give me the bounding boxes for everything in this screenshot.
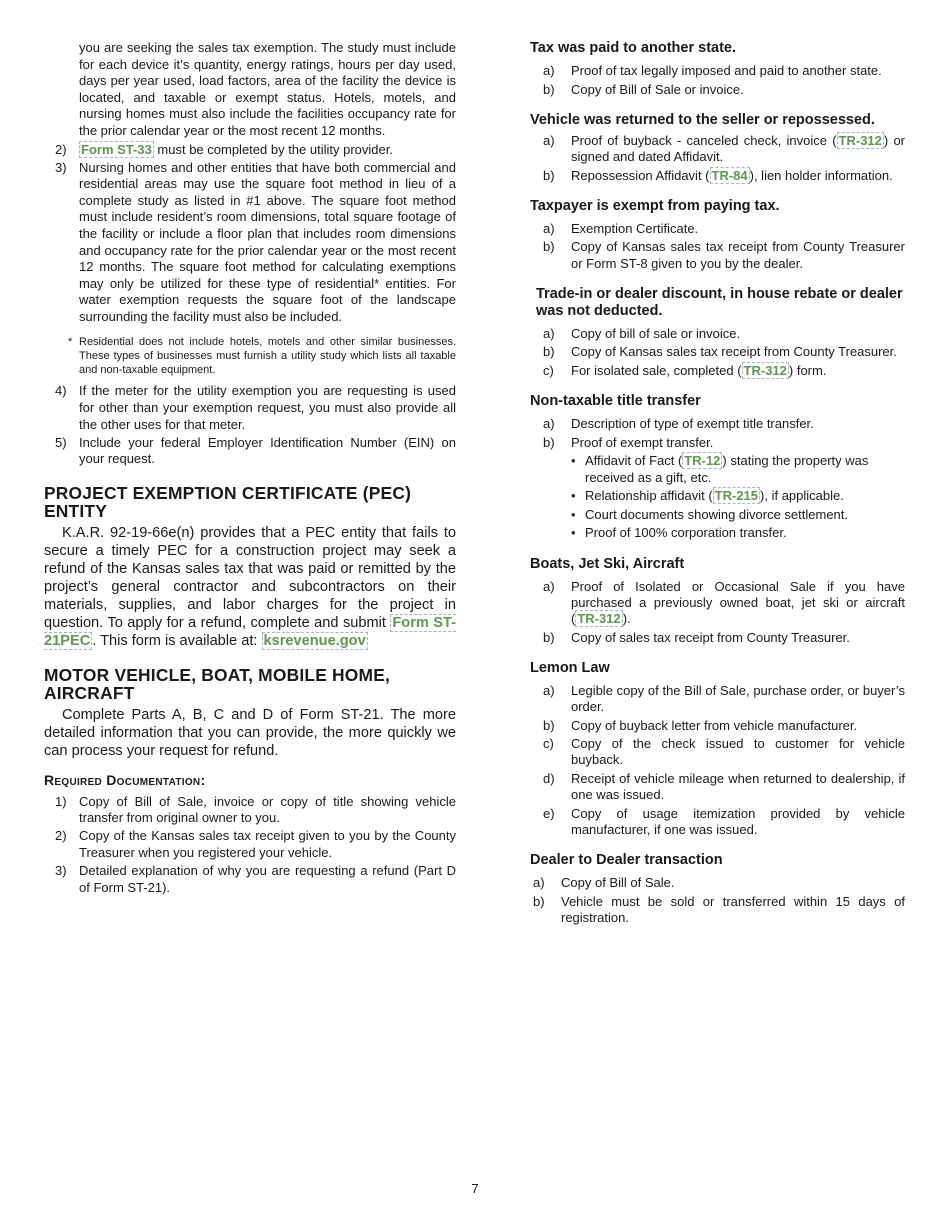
section-tax-paid-another-state bbox=[530, 40, 905, 98]
required-documentation-heading: Required Documentation: bbox=[44, 771, 206, 788]
list-marker: e) bbox=[543, 805, 555, 821]
section-title: Dealer to Dealer transaction bbox=[530, 852, 723, 869]
list-item bbox=[44, 435, 456, 468]
item-text: Proof of tax legally imposed and paid to another state. bbox=[571, 63, 882, 78]
item-text: Proof of buyback - canceled check, invoice ( bbox=[571, 132, 837, 148]
section-lemon-law bbox=[530, 660, 905, 838]
tr-12-link[interactable]: TR-12 bbox=[684, 453, 721, 469]
bullet-marker: • bbox=[571, 506, 576, 522]
list-marker: 1) bbox=[55, 793, 67, 809]
list-marker: a) bbox=[533, 875, 545, 891]
list-item bbox=[530, 416, 905, 432]
list-item bbox=[530, 168, 905, 184]
list-marker: a) bbox=[543, 682, 555, 698]
list-marker: 3) bbox=[55, 159, 67, 175]
list-item bbox=[530, 453, 905, 485]
list-marker: a) bbox=[543, 220, 555, 236]
sublist bbox=[530, 875, 905, 926]
item-text: ), if applicable. bbox=[760, 488, 844, 504]
tr-312-link[interactable]: TR-312 bbox=[577, 610, 621, 626]
item-text: Court documents showing divorce settlement. bbox=[585, 506, 849, 522]
list-marker: a) bbox=[543, 325, 555, 341]
item-text: Proof of exempt transfer. bbox=[571, 434, 714, 450]
item-text: Copy of Kansas sales tax receipt from County Treasurer. bbox=[571, 344, 897, 360]
section-title: Non-taxable title transfer bbox=[530, 393, 701, 410]
section-trade-in bbox=[530, 286, 905, 379]
sublist bbox=[530, 416, 905, 451]
list-item bbox=[530, 326, 905, 342]
list-marker: b) bbox=[543, 239, 555, 255]
list-marker: b) bbox=[543, 167, 555, 183]
list-marker: a) bbox=[543, 132, 555, 148]
motor-vehicle-paragraph: Complete Parts A, B, C and D of Form ST-21. The more detailed information that you can provide, the more quickly we can process your request for refund. bbox=[44, 706, 456, 759]
item-text: ), lien holder information. bbox=[749, 167, 893, 183]
item-text: Legible copy of the Bill of Sale, purchase order, or buyer’s order. bbox=[571, 682, 905, 714]
section-non-taxable-transfer bbox=[530, 393, 905, 541]
list-item bbox=[44, 383, 456, 433]
list-marker: b) bbox=[543, 717, 555, 733]
item-text: Copy of usage itemization provided by vehicle manufacturer, if one was issued. bbox=[571, 805, 905, 837]
section-taxpayer-exempt bbox=[530, 198, 905, 272]
residential-footnote bbox=[44, 335, 456, 377]
item-text: Copy of Bill of Sale or invoice. bbox=[571, 81, 744, 97]
utility-requirements-list-cont bbox=[44, 383, 456, 467]
list-item bbox=[530, 363, 905, 379]
item-text: Proof of Isolated or Occasional Sale if you have purchased a previously owned boat, jet ski or aircraft ( bbox=[571, 578, 905, 626]
item-text: For isolated sale, completed ( bbox=[571, 362, 742, 378]
list-marker: 2) bbox=[55, 828, 67, 844]
list-item bbox=[530, 63, 905, 79]
list-marker: b) bbox=[533, 893, 545, 909]
list-item bbox=[530, 239, 905, 271]
list-marker: 5) bbox=[55, 434, 67, 450]
tr-84-link[interactable]: TR-84 bbox=[711, 167, 748, 183]
list-marker: b) bbox=[543, 81, 555, 97]
item-text: Copy of the Kansas sales tax receipt given to you by the County Treasurer when you registered your vehicle. bbox=[79, 828, 456, 861]
item-text: Copy of buyback letter from vehicle manufacturer. bbox=[571, 717, 858, 733]
bullet-marker: • bbox=[571, 488, 576, 504]
list-item bbox=[530, 82, 905, 98]
tr-215-link[interactable]: TR-215 bbox=[714, 488, 759, 504]
pec-paragraph bbox=[44, 524, 456, 650]
sublist bbox=[530, 579, 905, 646]
list-marker: 3) bbox=[55, 863, 67, 878]
list-item bbox=[530, 488, 905, 504]
list-marker: a) bbox=[543, 416, 555, 432]
footnote-text: Residential does not include hotels, motels and other similar businesses. These types of businesses must furnish a utility study which lists all taxable and non-taxable equipment. bbox=[79, 336, 456, 377]
list-marker: b) bbox=[543, 344, 555, 360]
required-documentation-list bbox=[44, 794, 456, 896]
section-title: Trade-in or dealer discount, in house rebate or dealer was not deducted. bbox=[536, 285, 903, 319]
section-title: Lemon Law bbox=[530, 659, 610, 676]
item-text: Copy of Kansas sales tax receipt from County Treasurer or Form ST-8 given to you by the dealer. bbox=[571, 239, 905, 271]
item-text: ). bbox=[622, 610, 631, 626]
list-item bbox=[44, 160, 456, 326]
list-item bbox=[530, 525, 905, 541]
section-boats-jetski-aircraft bbox=[530, 556, 905, 646]
section-title: Vehicle was returned to the seller or repossessed. bbox=[530, 111, 875, 128]
list-item bbox=[44, 142, 456, 159]
list-item bbox=[44, 863, 456, 896]
list-item bbox=[530, 630, 905, 646]
sublist bbox=[530, 221, 905, 272]
item-text: Exemption Certificate. bbox=[571, 220, 699, 236]
sublist bbox=[530, 326, 905, 379]
item-text: Include your federal Employer Identification Number (EIN) on your request. bbox=[79, 434, 456, 467]
item-text: Description of type of exempt title transfer. bbox=[571, 416, 814, 432]
list-item bbox=[530, 683, 905, 715]
item-text: must be completed by the utility provider. bbox=[153, 141, 393, 157]
list-item bbox=[530, 221, 905, 237]
pec-text-2: . This form is available at: bbox=[92, 632, 262, 649]
list-marker: b) bbox=[543, 434, 555, 450]
form-st-33-link[interactable]: Form ST-33 bbox=[81, 141, 152, 157]
footnote-marker: * bbox=[68, 336, 73, 349]
item-text: Proof of 100% corporation transfer. bbox=[585, 525, 787, 541]
list-item bbox=[530, 507, 905, 523]
list-item bbox=[530, 133, 905, 165]
list-item bbox=[530, 875, 905, 891]
item-text: ) or signed and dated Affidavit. bbox=[571, 132, 906, 164]
proof-bullets bbox=[530, 453, 905, 541]
item-text: Copy of Bill of Sale. bbox=[561, 875, 675, 891]
item-text: Copy of the check issued to customer for vehicle buyback. bbox=[571, 736, 905, 768]
list-item bbox=[530, 806, 905, 838]
item-text: Receipt of vehicle mileage when returned to dealership, if one was issued. bbox=[571, 770, 905, 803]
list-item bbox=[530, 435, 905, 451]
section-title: Tax was paid to another state. bbox=[530, 40, 737, 56]
item-text: Vehicle must be sold or transferred within 15 days of registration. bbox=[561, 893, 905, 925]
sublist bbox=[530, 63, 905, 98]
sublist bbox=[530, 133, 905, 184]
section-vehicle-returned bbox=[530, 112, 905, 184]
left-column bbox=[44, 40, 456, 898]
item-text: Relationship affidavit ( bbox=[585, 488, 713, 504]
list-marker: 4) bbox=[55, 383, 67, 399]
motor-vehicle-heading: MOTOR VEHICLE, BOAT, MOBILE HOME, AIRCRAFT bbox=[44, 664, 391, 703]
section-title: Taxpayer is exempt from paying tax. bbox=[530, 197, 780, 214]
pec-heading: PROJECT EXEMPTION CERTIFICATE (PEC) ENTITY bbox=[44, 482, 412, 521]
list-item bbox=[530, 736, 905, 768]
list-item bbox=[44, 828, 456, 861]
item-text: Repossession Affidavit ( bbox=[571, 167, 710, 183]
list-item bbox=[530, 894, 905, 926]
list-marker: a) bbox=[543, 63, 555, 78]
list-item bbox=[530, 344, 905, 360]
bullet-marker: • bbox=[571, 453, 576, 469]
list-item bbox=[530, 718, 905, 734]
list-marker: d) bbox=[543, 770, 555, 786]
item-text: Nursing homes and other entities that have both commercial and residential areas may use the square foot method in lieu of a complete study as listed in #1 above. The square foot method must include resident’s room dimensions, total square footage of the facility or include a floor plan that includes room dimensions and occupancy rate for the prior calendar year or the most recent 12 months. The square foot method for calculating exemptions may only be utilized for these type of residential* entities. For water exemption requests the square foot of the landscape surrounding the facility must also be included. bbox=[79, 159, 456, 324]
item-text: Affidavit of Fact ( bbox=[585, 453, 683, 469]
list-item bbox=[530, 579, 905, 628]
item-text: Copy of Bill of Sale, invoice or copy of title showing vehicle transfer from original owner to you. bbox=[79, 793, 456, 826]
utility-study-continuation: you are seeking the sales tax exemption. The study must include for each device it’s quantity, energy ratings, hours per day used, days per year used, load factors, area of the facility the device is located, and taxable or exempt status. Hotels, motels, and nursing homes must also include the facilities occupancy rate for the prior calendar year or the most recent 12 months. bbox=[79, 40, 456, 138]
list-item bbox=[44, 794, 456, 827]
item-text: Detailed explanation of why you are requesting a refund (Part D of Form ST-21). bbox=[79, 863, 456, 895]
form-st-21pec-link[interactable]: Form ST-21PEC bbox=[44, 614, 457, 649]
bullet-marker: • bbox=[571, 525, 576, 541]
list-marker: b) bbox=[543, 629, 555, 645]
item-text: Copy of sales tax receipt from County Treasurer. bbox=[571, 629, 850, 645]
tr-312-link[interactable]: TR-312 bbox=[838, 132, 882, 148]
section-title: Boats, Jet Ski, Aircraft bbox=[530, 555, 685, 572]
sublist bbox=[530, 683, 905, 838]
list-item bbox=[530, 771, 905, 803]
list-marker: c) bbox=[543, 362, 554, 378]
list-marker: 2) bbox=[55, 141, 67, 157]
right-column bbox=[530, 40, 905, 940]
utility-requirements-list bbox=[44, 142, 456, 326]
item-text: ) stating the property was received as a gift, etc. bbox=[585, 453, 869, 485]
list-marker: c) bbox=[543, 736, 554, 752]
tr-312-link[interactable]: TR-312 bbox=[743, 362, 787, 378]
section-dealer-to-dealer bbox=[530, 852, 905, 926]
pec-text: K.A.R. 92-19-66e(n) provides that a PEC entity that fails to secure a timely PEC for a construction project may seek a refund of the Kansas sales tax that was paid or remitted by the project’s general contractor and subcontractors on their materials, supplies, and labor charges for the project in question. To apply for a refund, complete and submit bbox=[44, 524, 456, 631]
page-number: 7 bbox=[471, 1181, 479, 1196]
ksrevenue-link[interactable]: ksrevenue.gov bbox=[263, 632, 366, 649]
list-marker: a) bbox=[543, 578, 555, 594]
item-text: If the meter for the utility exemption you are requesting is used for other than your exemption request, you must also provide all the other uses for that meter. bbox=[79, 383, 456, 432]
item-text: ) form. bbox=[788, 362, 827, 378]
item-text: Copy of bill of sale or invoice. bbox=[571, 325, 741, 341]
